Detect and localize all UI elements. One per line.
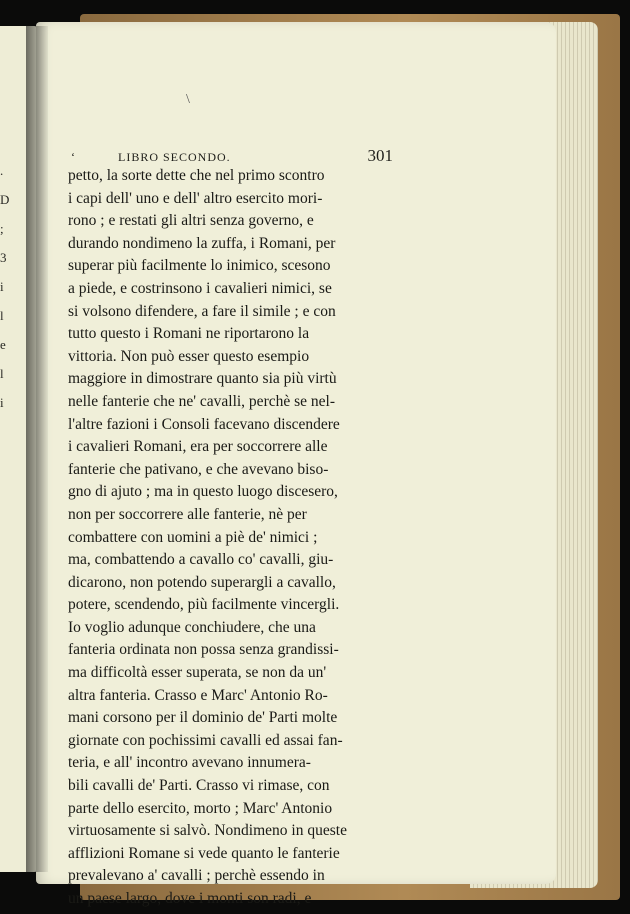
text-line: gno di ajuto ; ma in questo luogo discesero, (68, 483, 338, 501)
text-line: petto, la sorte dette che nel primo scontro (68, 167, 325, 184)
text-line: combattere con uomini a piè de' nimici ; (68, 528, 318, 546)
text-line: potere, scendendo, più facilmente vincergli. (68, 596, 340, 614)
text-line: si volsono difendere, a fare il simile ; e con (68, 302, 336, 320)
verso-char: l (0, 366, 4, 381)
text-line: ma difficoltà esser superata, se non da un' (68, 664, 327, 682)
text-line: mani corsono per il dominio de' Parti molte (68, 709, 338, 727)
recto-page (36, 22, 556, 907)
verso-char: D (0, 192, 10, 207)
text-line: rono ; e restati gli altri senza governo, e (68, 212, 314, 230)
page-number: 301 (367, 146, 393, 165)
verso-text-fragment (0, 156, 12, 417)
body-text (68, 165, 413, 911)
verso-char: 3 (0, 250, 7, 265)
text-line: teria, e all' incontro avevano innumera- (68, 754, 311, 772)
text-line: dicarono, non potendo superargli a cavallo, (68, 573, 336, 591)
verso-char: e (0, 337, 6, 352)
text-line: superar più facilmente lo inimico, scesono (68, 257, 331, 275)
text-line: maggiore in dimostrare quanto sia più virtù (68, 370, 337, 388)
text-line: fanterie che pativano, e che avevano biso- (68, 460, 329, 478)
gutter-shadow (26, 26, 48, 872)
text-line: l'altre fazioni i Consoli facevano discendere (68, 415, 340, 433)
text-line: a piede, e costrinsono i cavalieri nimici, se (68, 279, 332, 297)
fold-mark: \ (186, 92, 190, 107)
text-line: un paese largo, dove i monti son radi, e (68, 890, 312, 907)
text-line: giornate con pochissimi cavalli ed assai fan- (68, 731, 343, 749)
text-line: tutto questo i Romani ne riportarono la (68, 325, 310, 343)
text-line: virtuosamente si salvò. Nondimeno in queste (68, 822, 347, 840)
text-line: i cavalieri Romani, era per soccorrere alle (68, 438, 328, 456)
text-line: nelle fanterie che ne' cavalli, perchè se nel- (68, 392, 335, 410)
verso-char: l (0, 308, 4, 323)
text-line: i capi dell' uno e dell' altro esercito mori- (68, 189, 323, 207)
text-line: prevalevano a' cavalli ; perchè essendo in (68, 867, 325, 885)
verso-char: i (0, 279, 4, 294)
text-line: fanteria ordinata non possa senza grandissi- (68, 641, 339, 659)
text-line: durando nondimeno la zuffa, i Romani, per (68, 234, 336, 252)
verso-char: . (0, 163, 4, 178)
text-line: vittoria. Non può esser questo esempio (68, 347, 310, 365)
verso-char: ; (0, 221, 4, 236)
text-line: parte dello esercito, morto ; Marc' Antonio (68, 799, 333, 817)
text-line: ma, combattendo a cavallo co' cavalli, giu- (68, 551, 334, 569)
running-title: LIBRO SECONDO. (118, 150, 231, 164)
text-line: afflizioni Romane si vede quanto le fanterie (68, 844, 340, 862)
verso-char: i (0, 395, 4, 410)
text-line: bili cavalli de' Parti. Crasso vi rimase, con (68, 777, 330, 795)
running-head-ornament: ‘ (71, 150, 75, 164)
text-line: Io voglio adunque conchiudere, che una (68, 618, 316, 636)
text-line: altra fanteria. Crasso e Marc' Antonio Ro- (68, 686, 328, 704)
text-line: non per soccorrere alle fanterie, nè per (68, 505, 307, 523)
